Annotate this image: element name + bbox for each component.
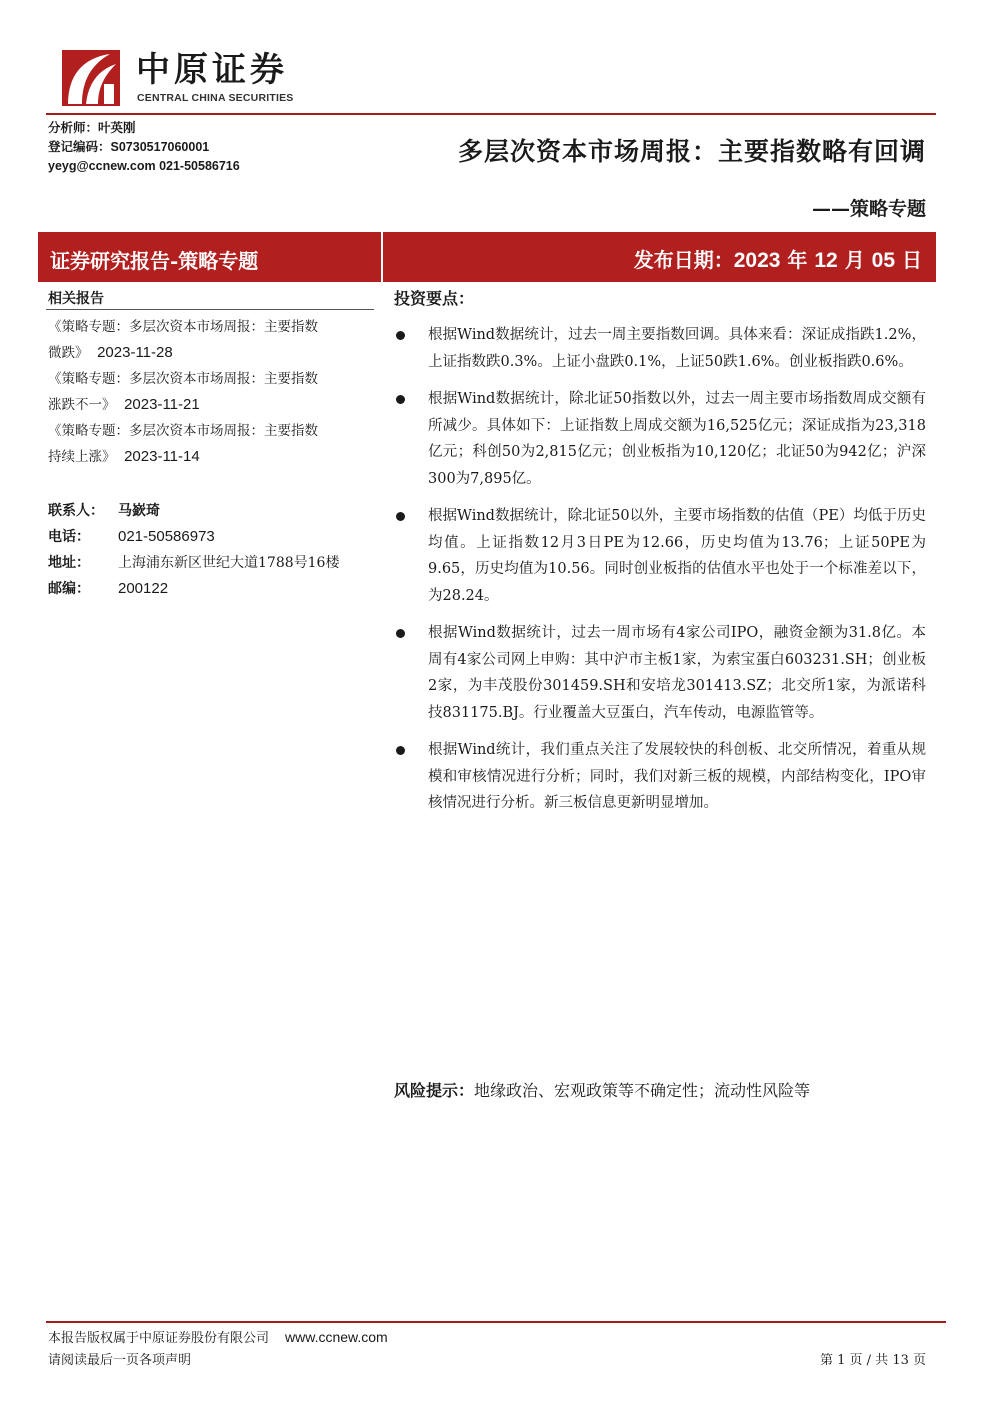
brand-name-en: CENTRAL CHINA SECURITIES	[137, 92, 294, 104]
report-subtitle: ——策略专题	[811, 198, 926, 220]
contact-postcode: 200122	[118, 580, 169, 597]
contact-block	[48, 498, 339, 602]
investment-highlights-list	[394, 322, 926, 828]
highlight-item	[394, 620, 926, 726]
related-report-date: 2023-11-21	[124, 396, 200, 413]
analyst-name: 叶英刚	[98, 120, 136, 135]
highlight-item	[394, 503, 926, 609]
risk-text: 地缘政治、宏观政策等不确定性；流动性风险等	[474, 1081, 811, 1100]
publish-month-unit: 月	[844, 248, 865, 272]
bullet-icon	[396, 512, 405, 521]
highlight-text: 根据Wind统计，我们重点关注了发展较快的科创板、北交所情况，着重从规模和审核情况进行分析；同时，我们对新三板的规模，内部结构变化，IPO审核情况进行分析。新三板信息更新明显增加。	[428, 742, 926, 811]
header-rule	[46, 113, 936, 115]
brand-name-cn: 中原证券	[136, 50, 288, 90]
publish-month: 12	[814, 249, 838, 272]
related-report-item[interactable]	[48, 418, 378, 470]
related-report-item[interactable]	[48, 314, 378, 366]
related-report-title-line: 《策略专题：多层次资本市场周报：主要指数	[48, 319, 318, 335]
publish-day-unit: 日	[902, 248, 922, 272]
footer-copyright-line	[48, 1327, 388, 1346]
highlight-item	[394, 737, 926, 817]
highlight-text: 根据Wind数据统计，过去一周主要指数回调。具体来看：深证成指跌1.2%，上证指数跌0.3%。上证小盘跌0.1%，上证50跌1.6%。创业板指跌0.6%。	[428, 327, 926, 370]
analyst-reg: S0730517060001	[110, 140, 210, 154]
contact-address-label: 地址：	[48, 555, 90, 571]
footer-website-link[interactable]: www.ccnew.com	[285, 1329, 388, 1345]
bullet-icon	[396, 395, 405, 404]
bullet-icon	[396, 629, 405, 638]
contact-person-label: 联系人：	[48, 503, 104, 519]
related-report-title-end: 微跌》	[48, 345, 89, 361]
footer-copyright: 本报告版权属于中原证券股份有限公司	[48, 1331, 270, 1346]
related-report-title-line: 《策略专题：多层次资本市场周报：主要指数	[48, 371, 318, 387]
related-report-title-line: 《策略专题：多层次资本市场周报：主要指数	[48, 423, 318, 439]
highlight-text: 根据Wind数据统计，除北证50以外，主要市场指数的估值（PE）均低于历史均值。上证指数12月3日PE为12.66，历史均值为13.76；上证50PE为9.65，历史均值为10.56。同时创业板指的估值水平也处于一个标准差以下，为28.24。	[428, 508, 926, 604]
analyst-name-label: 分析师：	[48, 120, 99, 135]
band-divider	[381, 232, 383, 282]
analyst-name-line	[48, 119, 136, 137]
highlight-item	[394, 322, 926, 375]
publish-year-unit: 年	[787, 248, 808, 272]
analyst-contact: yeyg@ccnew.com 021-50586716	[48, 159, 240, 173]
related-report-title-end: 持续上涨》	[48, 449, 116, 465]
related-report-item[interactable]	[48, 366, 378, 418]
page-number: 第 1 页 / 共 13 页	[820, 1353, 926, 1368]
analyst-reg-label: 登记编码：	[48, 139, 111, 154]
contact-postcode-label: 邮编：	[48, 581, 90, 597]
publish-date	[634, 244, 922, 273]
contact-address: 上海浦东新区世纪大道1788号16楼	[118, 555, 340, 571]
risk-warning	[394, 1078, 810, 1101]
footer-disclaimer: 请阅读最后一页各项声明	[48, 1353, 192, 1368]
related-report-date: 2023-11-14	[124, 448, 200, 465]
analyst-reg-line	[48, 138, 209, 156]
contact-phone-label: 电话：	[48, 529, 90, 545]
analyst-contact-line	[48, 157, 240, 175]
publish-date-label: 发布日期：	[633, 248, 734, 272]
bullet-icon	[396, 331, 405, 340]
highlight-text: 根据Wind数据统计，除北证50指数以外，过去一周主要市场指数周成交额有所减少。具体如下：上证指数上周成交额为16,525亿元；深证成指为23,318亿元；科创50为2,815亿元；创业板指为10,120亿；北证50为942亿；沪深300为7,895亿。	[428, 391, 926, 487]
company-logo-icon	[62, 50, 120, 106]
related-reports-heading: 相关报告	[48, 291, 104, 307]
related-reports-list	[48, 314, 378, 470]
investment-highlights-heading: 投资要点：	[394, 289, 475, 308]
band-report-type: 证券研究报告-策略专题	[50, 249, 259, 273]
related-report-date: 2023-11-28	[97, 344, 173, 361]
publish-year: 2023	[733, 249, 781, 272]
risk-label: 风险提示：	[394, 1081, 475, 1100]
report-title: 多层次资本市场周报：主要指数略有回调	[457, 137, 926, 166]
highlight-text: 根据Wind数据统计，过去一周市场有4家公司IPO，融资金额为31.8亿。本周有4家公司网上申购：其中沪市主板1家，为索宝蛋白603231.SH；创业板2家，为丰茂股份301459.SH和安培龙301413.SZ；北交所1家，为派诺科技831175.BJ。行业覆盖大豆蛋白，汽车传动，电源监管等。	[428, 625, 926, 721]
highlight-item	[394, 386, 926, 492]
contact-person: 马嶔琦	[118, 503, 160, 519]
bullet-icon	[396, 746, 405, 755]
publish-day: 05	[871, 249, 896, 272]
contact-phone: 021-50586973	[118, 528, 215, 545]
footer-rule	[46, 1321, 946, 1323]
related-report-title-end: 涨跌不一》	[48, 397, 116, 413]
related-reports-rule	[46, 309, 374, 310]
